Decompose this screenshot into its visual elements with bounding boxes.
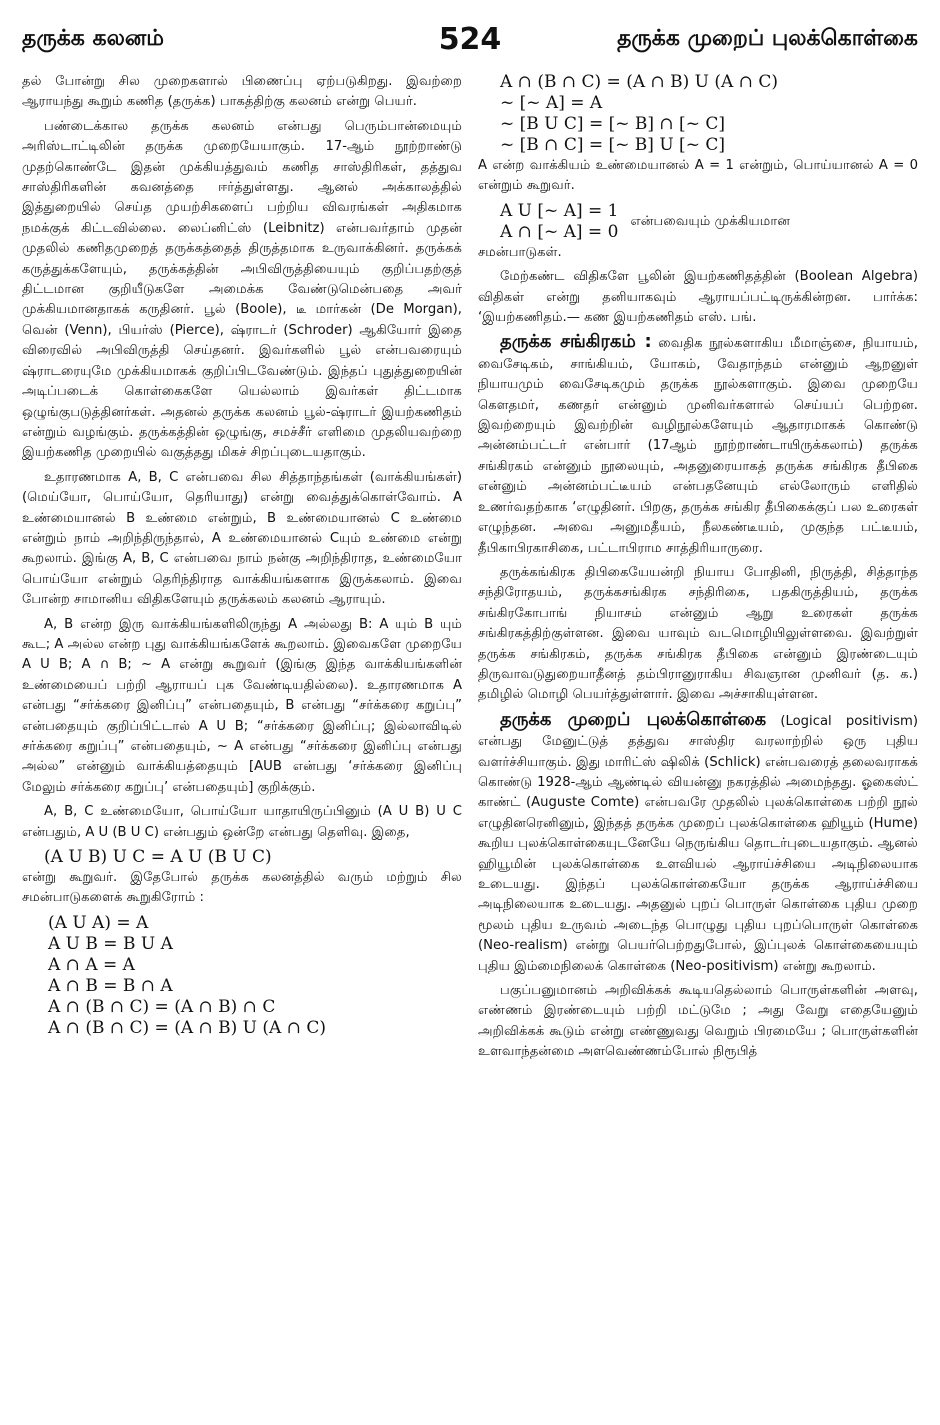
paragraph: உதாரணமாக A, B, C என்பவை சில சித்தாந்தங்கள் (வாக்கியங்கள்) (மெய்யோ, பொய்யோ, தெரியாது) என்று வைத்துக்கொள்வோம். A உண்மையானல் B உண்மை என்றும், B உண்மையானல் C உண்மை என்றும் நாம் அறிந்திருந்தால், A உண்மையானல் Cயும் உண்மை என்று கூறலாம். இங்கு A, B, C என்பவை நாம் நன்கு அறிந்திராத, உண்மையோ பொய்யோ என்றும் தெரிந்திராத வாக்கியங்களாக இருக்கலாம். இவை போன்ற சாமானிய விதிகளேயும் தருக்கலம் கலனம் ஆராயும்.	[22, 469, 462, 608]
paragraph: என்று கூறுவர். இதேபோல் தருக்க கலனத்தில் வரும் மற்றும் சில சமன்பாடுகளைக் கூறுகிரோம் :	[22, 870, 462, 906]
equation: A ∩ (B ∩ C) = (A ∩ B) U (A ∩ C)	[48, 1017, 327, 1038]
paragraph: பண்டைக்கால தருக்க கலனம் என்பது பெரும்பான்மையும் அரிஸ்டாட்டிலின் தருக்க முறையேயாகும். 17-ஆம் நூற்றாண்டு முதற்கொண்டே இதன் முக்கியத்துவம் கணித சாஸ்திரிகள், தத்துவ சாஸ்திரிகளின் கவனத்தை ஈர்த்துள்ளது. ஆனல் அக்காலத்தில் இத்துறையில் செய்த முயற்சிகளைப் பற்றிய விவரங்கள் அதிகமாக நமக்குக் கிட்டவில்லை. லைப்னிட்ஸ் (Leibnitz) என்பவர்தாம் முதன் முதலில் கணிதமுறைத் தருக்கத்தைத் திருத்தமாக உருவாக்கினர். தருக்கக் கருத்துக்களேயும், தருக்கத்தின் அபிவிருத்தியையும் குறிப்பதற்குத் திட்டமான குறியீடுகளே அமைக்க வேண்டுமென்பதை அவர் முக்கியமானதாகக் கருதினர். பூல் (Boole), டீ மார்கன் (De Morgan), வென் (Venn), பியர்ஸ் (Pierce), ஷ்ராடர் (Schroder) ஆகியோர் இதை விரைவில் அபிவிருத்தி செய்தனர். இவர்களில் பூல் என்பவரையும் ஷ்ராடரையுமே முக்கியமாகக் குறிப்பிடவேண்டும். இந்தப் புதுத்துறையின் அடிப்படைக் கொள்கைகளே யெல்லாம் இவர்கள் திட்டமாக ஒழுங்குபடுத்தினர்கள். அதனல் தருக்க கலனம் பூல்-ஷ்ராடர் இயற்கணிதம் என்றும் வழங்கும். தருக்கத்தின் ஒழுங்கு, சமச்சீர் எளிமை முதலியவற்றை இயற்கணித முறையில் வகுத்தது மிகச் சிறப்புடையதாகும்.	[22, 118, 462, 461]
paragraph: A, B என்ற இரு வாக்கியங்களிலிருந்து A அல்லது B: A யும் B யும் கூட; A அல்ல என்ற புது வாக்கியங்களேக் கூறலாம். இவைகளே முறையே A U B; A ∩ B; ~ A என்று கூறுவர் (இங்கு இந்த வாக்கியங்களின் உண்மையைப் பற்றி ஆராயப் புக வேண்டியதில்லை). உதாரணமாக A என்பது “சர்க்கரை இனிப்பு” என்பதையும், B என்பது “சர்க்கரை கறுப்பு” என்பதையும் குறிப்பிட்டால் A U B; “சர்க்கரை இனிப்பு; இல்லாவிடில் சர்க்கரை கறுப்பு” என்பதையும், ~ A என்பது “சர்க்கரை இனிப்பு என்பது அல்ல” என்னும் வாக்கியத்தையும் [AUB என்பது ‘சர்க்கரை இனிப்பு மேலும் சர்க்கரை கறுப்பு’ என்பதையும்] குறிக்கும்.	[22, 616, 462, 795]
entry-heading: தருக்க சங்கிரகம் :	[500, 331, 652, 353]
paragraph: பகுப்பனுமானம் அறிவிக்கக் கூடியதெல்லாம் பொருள்களின் அளவு, எண்ணம் இரண்டையும் பற்றி மட்டுமே ; அது வேறு எதையேனும் அறிவிக்கக் கூடும் என்று எண்ணுவது வெறும் பிரமையே ; பொருள்களின் உளவாந்தன்மை அளவெண்ணம்போல் நிரூபித்	[478, 983, 918, 1060]
paragraph: மேற்கண்ட விதிகளே பூலின் இயற்கணிதத்தின் (Boolean Algebra) விதிகள் என்று தனியாகவும் ஆராயப்பட்டிருக்கின்றன. பார்க்க: ‘இயற்கணிதம்.— கண இயற்கணிதம் எஸ். பங்.	[478, 269, 918, 326]
equation-pair-text: என்பவையும் முக்கியமான	[630, 213, 791, 229]
entry-paragraph	[478, 710, 918, 977]
equation: A U B = B U A	[48, 933, 173, 954]
equation: ~ [B ∩ C] = [~ B] U [~ C]	[500, 135, 725, 155]
equation: A ∩ [~ A] = 0	[500, 221, 619, 242]
left-column	[22, 72, 462, 1417]
equation: A ∩ A = A	[48, 954, 135, 975]
equation: (A U A) = A	[48, 912, 149, 933]
equation: A ∩ (B ∩ C) = (A ∩ B) ∩ C	[48, 996, 276, 1017]
entry-text: வைதிக நூல்களாகிய மீமாஞ்சை, நியாயம், வைசேடிகம், சாங்கியம், யோகம், வேதாந்தம் என்னும் ஆறனுள் நியாயமும் வைசேடிகமும் தருக்க நூல்களாகும். இவை முறையே கௌதமர், கணதர் என்னும் முனிவர்களால் செய்யப் பெற்றன. இவற்றையும் இவற்றின் வழிநூல்களேயும் ஆதாரமாகக் கொண்டு அன்னம்பட்டர் என்பார் (17ஆம் நூற்றாண்டாயிருக்கலாம்) தருக்க சங்கிரகம் என்னும் நூலையும், அதனுரையாகத் தருக்க சங்கிரக தீபிகை என்னும் அன்னம்பட்டீயம் என்பதனேயும் எல்லோரும் எளிதில் உணர்வதற்காக ‘எழுதினர். பிறகு, தருக்க சங்கிர தீபிகைக்குப் பல உரைகள் எழுந்தன. அவை அனுமதீயம், நீலகண்டீயம், முகுந்த பட்டீயம், தீபிகாபிரகாசிகை, பட்டாபிராம சாத்திரியாருரை.	[478, 336, 918, 556]
equation: ~ [~ A] = A	[500, 93, 603, 113]
page-number: 524	[438, 22, 502, 57]
equation: A ∩ (B ∩ C) = (A ∩ B) U (A ∩ C)	[500, 72, 779, 92]
paragraph: தல் போன்று சில முறைகளால் பிணைப்பு ஏற்படுகிறது. இவற்றை ஆராயந்து கூறும் கணித (தருக்க) பாகத்திற்கு கலனம் என்று பெயர்.	[22, 74, 462, 110]
equation: ~ [B U C] = [~ B] ∩ [~ C]	[500, 114, 725, 134]
equation: A U [~ A] = 1	[500, 200, 619, 221]
running-head-left: தருக்க கலனம்	[22, 26, 164, 51]
equation-pair	[478, 201, 918, 243]
right-column	[478, 72, 918, 1417]
entry-paragraph	[478, 332, 918, 558]
entry-text: (Logical positivism) என்பது மேனுட்டுத் தத்துவ சாஸ்திர வரலாற்றில் ஒரு புதிய வளர்ச்சியாகும். இது மாரிட்ஸ் ஷிலிக் (Schlick) என்பவரைத் தலைவராகக் கொண்டு 1928-ஆம் ஆண்டில் வியன்னு நகரத்தில் அமைந்தது. ஓகைஸ்ட் காண்ட் (Auguste Comte) என்பவரே முதலில் புலக்கொள்கை பற்றி நூல் எழுதினரெனினும், இந்தத் தருக்க முறைப் புலக்கொள்கை ஹியூம் (Hume) கூறிய புலக்கொள்கையுடனேயே நெருங்கிய தொடர்புடையதாகும். ஆனல் ஹியூமின் புலக்கொள்கை உளவியல் ஆராய்ச்சியை அடிநிலையாக உடையது. இந்தப் புலக்கொள்கையோ தருக்க ஆராய்ச்சியை அடிநிலையாக உடையது. அதனுல் புறப் பொருள் கொள்கை புதிய முறை மூலம் புதிய உருவம் அடைந்த பொழுது புதிய புறப்பொருள் கொள்கை (Neo-realism) என்று பெயர்பெற்றதுபோல், இப்புலக் கொள்கையையும் புதிய இம்மைநிலைக் கொள்கை (Neo-positivism) என்று கூறலாம்.	[478, 713, 918, 974]
running-head-right: தருக்க முறைப் புலக்கொள்கை	[617, 26, 918, 51]
equation: (A U B) U C = A U (B U C)	[44, 847, 272, 868]
equation: A ∩ B = B ∩ A	[48, 975, 173, 996]
paragraph: A, B, C உண்மையோ, பொய்யோ யாதாயிருப்பினும் (A U B) U C என்பதும், A U (B U C) என்பதும் ஒன்றே என்பது தெளிவு. இதை,	[22, 804, 462, 840]
paragraph: A என்ற வாக்கியம் உண்மையானல் A = 1 என்றும், பொய்யானல் A = 0 என்றும் கூறுவர்.	[478, 158, 918, 194]
paragraph: சமன்பாடுகள்.	[478, 244, 562, 260]
paragraph: தருக்கங்கிரக திபிகையேயன்றி நியாய போதினி, நிருத்தி, சித்தாந்த சந்திரோதயம், தருக்கசங்கிரக சந்திரிகை, பதகிருத்தியம், தருக்க சங்கிரகோபாங் நியாசம் என்னும் ஆறு உரைகள் தருக்க சங்கிரகத்திற்குள்ளன. இவை யாவும் வடமொழியிலுள்ளவை. இவற்றுள் தருக்க சங்கிரகம், தருக்க சங்கிரக தீபிகை என்னும் இரண்டையும் திருவாவடுதுறையாதீனத் தம்பிரானுராகிய சிவஞான முனிவர் (த. க.) தமிழில் மொழி பெயர்த்துள்ளார். இவை அச்சாகியுள்ளன.	[478, 564, 918, 703]
page-header	[22, 22, 918, 62]
entry-heading: தருக்க முறைப் புலக்கொள்கை	[500, 708, 767, 730]
